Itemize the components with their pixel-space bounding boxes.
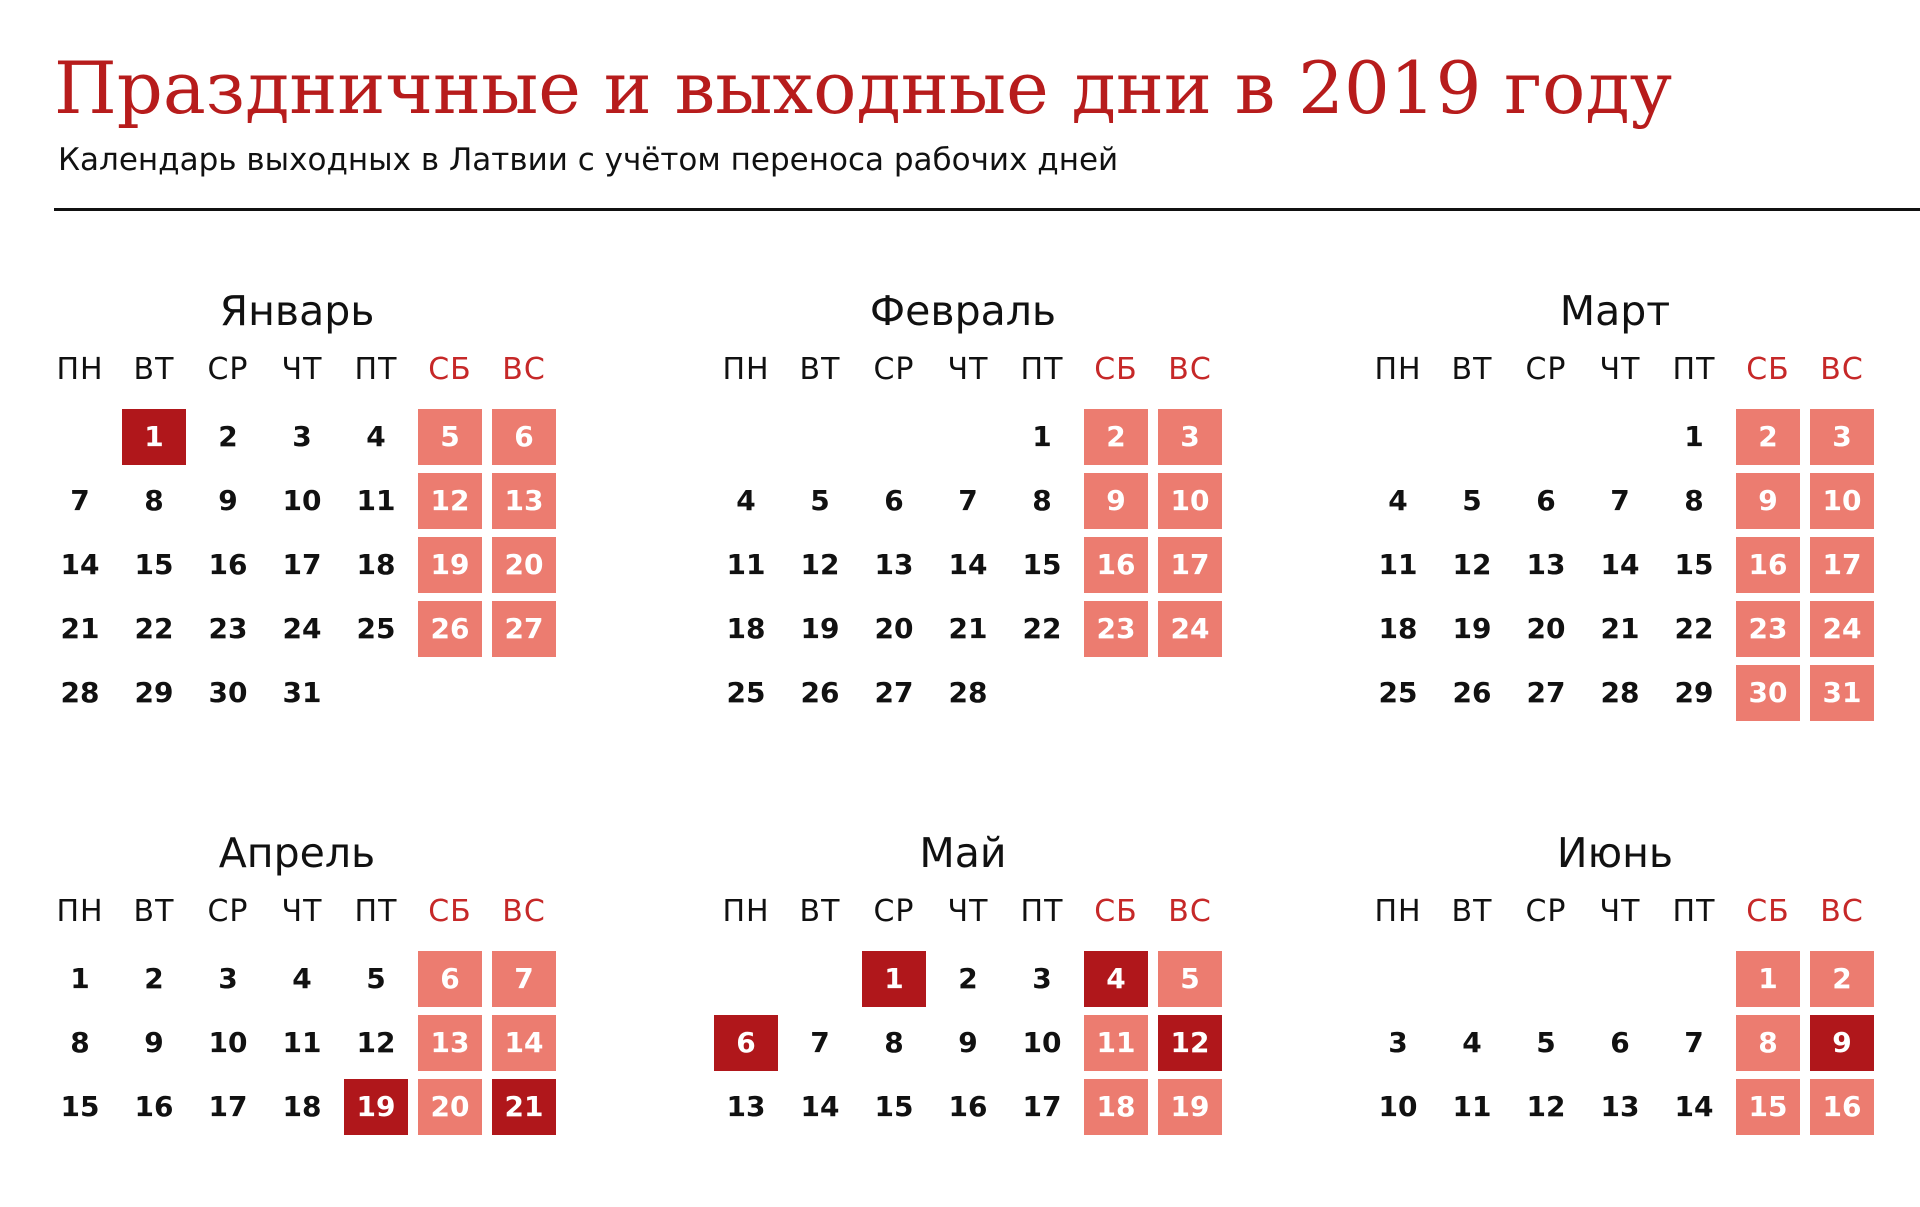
workday: 11 (1452, 1090, 1492, 1123)
title-divider (54, 208, 1920, 211)
weekday-header: ПН (722, 894, 770, 929)
month-name: Февраль (869, 287, 1057, 335)
weekday-header: ЧТ (281, 352, 323, 387)
workday: 2 (218, 420, 238, 453)
workday: 5 (1536, 1026, 1556, 1059)
weekend-day: 6 (492, 409, 556, 465)
workday: 22 (1022, 612, 1062, 645)
workday: 5 (810, 484, 830, 517)
weekend-day: 30 (1736, 665, 1800, 721)
month-name: Март (1559, 287, 1671, 335)
weekend-day: 10 (1810, 473, 1874, 529)
weekday-header: ПТ (1672, 352, 1716, 387)
weekend-day: 6 (418, 951, 482, 1007)
workday: 4 (292, 962, 312, 995)
weekend-day: 13 (418, 1015, 482, 1071)
weekday-header: ЧТ (281, 894, 323, 929)
workday: 26 (1452, 676, 1492, 709)
weekday-header: СБ (1094, 352, 1138, 387)
weekend-day: 2 (1084, 409, 1148, 465)
month-calendar (1365, 285, 1865, 709)
workday: 11 (726, 548, 766, 581)
workday: 2 (144, 962, 164, 995)
holiday-day: 1 (862, 951, 926, 1007)
workday: 19 (1452, 612, 1492, 645)
weekend-day: 16 (1084, 537, 1148, 593)
workday: 17 (1022, 1090, 1062, 1123)
workday: 14 (948, 548, 988, 581)
workday: 3 (218, 962, 238, 995)
workday: 31 (282, 676, 322, 709)
workday: 11 (282, 1026, 322, 1059)
workday: 30 (208, 676, 248, 709)
weekday-header: ВТ (799, 894, 841, 929)
workday: 7 (958, 484, 978, 517)
workday: 10 (1378, 1090, 1418, 1123)
workday: 4 (366, 420, 386, 453)
weekend-day: 7 (492, 951, 556, 1007)
weekend-day: 24 (1810, 601, 1874, 657)
workday: 9 (218, 484, 238, 517)
workday: 4 (1388, 484, 1408, 517)
weekday-header: ВС (1168, 352, 1212, 387)
page-subtitle: Календарь выходных в Латвии с учётом переноса рабочих дней (58, 142, 1119, 178)
workday: 1 (1684, 420, 1704, 453)
weekday-header: ПТ (1672, 894, 1716, 929)
weekend-day: 17 (1158, 537, 1222, 593)
weekday-header: СБ (1746, 352, 1790, 387)
weekday-header: ПТ (354, 894, 398, 929)
workday: 28 (60, 676, 100, 709)
weekend-day: 2 (1810, 951, 1874, 1007)
weekday-header: СР (1525, 352, 1567, 387)
workday: 24 (282, 612, 322, 645)
weekday-header: ПТ (1020, 352, 1064, 387)
weekend-day: 8 (1736, 1015, 1800, 1071)
weekday-header: ПТ (354, 352, 398, 387)
workday: 21 (60, 612, 100, 645)
workday: 22 (1674, 612, 1714, 645)
workday: 2 (958, 962, 978, 995)
weekday-header: СР (207, 352, 249, 387)
workday: 5 (1462, 484, 1482, 517)
workday: 18 (1378, 612, 1418, 645)
holiday-day: 1 (122, 409, 186, 465)
weekend-day: 19 (418, 537, 482, 593)
workday: 6 (1536, 484, 1556, 517)
workday: 18 (726, 612, 766, 645)
month-name: Апрель (218, 829, 376, 877)
workday: 25 (1378, 676, 1418, 709)
workday: 12 (1452, 548, 1492, 581)
weekday-header: СР (207, 894, 249, 929)
workday: 16 (208, 548, 248, 581)
weekend-day: 18 (1084, 1079, 1148, 1135)
workday: 13 (1526, 548, 1566, 581)
weekend-day: 2 (1736, 409, 1800, 465)
workday: 27 (1526, 676, 1566, 709)
workday: 7 (1684, 1026, 1704, 1059)
weekend-day: 20 (492, 537, 556, 593)
workday: 20 (874, 612, 914, 645)
weekday-header: ВТ (799, 352, 841, 387)
weekday-header: ВС (1820, 352, 1864, 387)
workday: 23 (208, 612, 248, 645)
holiday-day: 6 (714, 1015, 778, 1071)
weekday-header: ПН (722, 352, 770, 387)
workday: 11 (1378, 548, 1418, 581)
weekend-day: 3 (1158, 409, 1222, 465)
weekday-header: ВС (502, 894, 546, 929)
weekday-header: ВТ (1451, 894, 1493, 929)
weekend-day: 9 (1736, 473, 1800, 529)
workday: 8 (70, 1026, 90, 1059)
workday: 8 (1032, 484, 1052, 517)
workday: 8 (884, 1026, 904, 1059)
month-name: Январь (219, 287, 375, 335)
workday: 13 (1600, 1090, 1640, 1123)
workday: 3 (292, 420, 312, 453)
weekend-day: 13 (492, 473, 556, 529)
workday: 1 (70, 962, 90, 995)
weekday-header: СР (873, 352, 915, 387)
workday: 14 (60, 548, 100, 581)
workday: 11 (356, 484, 396, 517)
workday: 14 (1674, 1090, 1714, 1123)
workday: 15 (1674, 548, 1714, 581)
workday: 9 (958, 1026, 978, 1059)
weekday-header: ЧТ (1599, 352, 1641, 387)
month-name: Июнь (1556, 829, 1674, 877)
workday: 12 (800, 548, 840, 581)
weekday-header: СБ (428, 352, 472, 387)
weekday-header: ВТ (133, 894, 175, 929)
weekday-header: СБ (1094, 894, 1138, 929)
weekend-day: 20 (418, 1079, 482, 1135)
month-name: Май (919, 829, 1007, 877)
weekday-header: ПН (1374, 894, 1422, 929)
weekday-header: ЧТ (1599, 894, 1641, 929)
weekend-day: 26 (418, 601, 482, 657)
weekend-day: 9 (1084, 473, 1148, 529)
workday: 20 (1526, 612, 1566, 645)
workday: 7 (810, 1026, 830, 1059)
weekday-header: ВТ (1451, 352, 1493, 387)
workday: 3 (1032, 962, 1052, 995)
weekend-day: 31 (1810, 665, 1874, 721)
weekday-header: ПН (56, 352, 104, 387)
workday: 10 (1022, 1026, 1062, 1059)
workday: 18 (356, 548, 396, 581)
weekend-day: 10 (1158, 473, 1222, 529)
workday: 15 (874, 1090, 914, 1123)
holiday-day: 4 (1084, 951, 1148, 1007)
weekend-day: 27 (492, 601, 556, 657)
weekend-day: 3 (1810, 409, 1874, 465)
workday: 7 (1610, 484, 1630, 517)
workday: 10 (282, 484, 322, 517)
workday: 13 (874, 548, 914, 581)
workday: 17 (282, 548, 322, 581)
weekend-day: 11 (1084, 1015, 1148, 1071)
weekday-header: ПТ (1020, 894, 1064, 929)
weekday-header: ВС (1820, 894, 1864, 929)
workday: 18 (282, 1090, 322, 1123)
workday: 28 (1600, 676, 1640, 709)
weekday-header: ПН (56, 894, 104, 929)
workday: 13 (726, 1090, 766, 1123)
weekday-header: ВС (502, 352, 546, 387)
workday: 19 (800, 612, 840, 645)
holiday-day: 19 (344, 1079, 408, 1135)
weekday-header: СР (873, 894, 915, 929)
workday: 12 (1526, 1090, 1566, 1123)
workday: 27 (874, 676, 914, 709)
holiday-day: 21 (492, 1079, 556, 1135)
workday: 21 (948, 612, 988, 645)
workday: 8 (1684, 484, 1704, 517)
workday: 21 (1600, 612, 1640, 645)
workday: 5 (366, 962, 386, 995)
workday: 1 (1032, 420, 1052, 453)
weekend-day: 16 (1810, 1079, 1874, 1135)
month-calendar (47, 827, 547, 1207)
workday: 14 (1600, 548, 1640, 581)
workday: 15 (134, 548, 174, 581)
weekend-day: 1 (1736, 951, 1800, 1007)
workday: 26 (800, 676, 840, 709)
workday: 6 (884, 484, 904, 517)
weekday-header: СР (1525, 894, 1567, 929)
workday: 7 (70, 484, 90, 517)
month-calendar (1365, 827, 1865, 1207)
workday: 15 (1022, 548, 1062, 581)
weekend-day: 12 (418, 473, 482, 529)
weekday-header: ВС (1168, 894, 1212, 929)
weekday-header: ВТ (133, 352, 175, 387)
page-title: Праздничные и выходные дни в 2019 году (54, 46, 1673, 130)
workday: 6 (1610, 1026, 1630, 1059)
workday: 8 (144, 484, 164, 517)
workday: 12 (356, 1026, 396, 1059)
weekend-day: 5 (418, 409, 482, 465)
weekend-day: 23 (1736, 601, 1800, 657)
weekend-day: 19 (1158, 1079, 1222, 1135)
workday: 16 (948, 1090, 988, 1123)
weekend-day: 15 (1736, 1079, 1800, 1135)
workday: 3 (1388, 1026, 1408, 1059)
month-calendar (47, 285, 547, 709)
weekday-header: СБ (428, 894, 472, 929)
weekend-day: 17 (1810, 537, 1874, 593)
weekend-day: 5 (1158, 951, 1222, 1007)
weekday-header: ЧТ (947, 352, 989, 387)
weekend-day: 23 (1084, 601, 1148, 657)
weekend-day: 16 (1736, 537, 1800, 593)
workday: 17 (208, 1090, 248, 1123)
workday: 29 (134, 676, 174, 709)
holiday-day: 9 (1810, 1015, 1874, 1071)
weekday-header: ПН (1374, 352, 1422, 387)
workday: 25 (726, 676, 766, 709)
workday: 29 (1674, 676, 1714, 709)
workday: 4 (736, 484, 756, 517)
workday: 22 (134, 612, 174, 645)
weekday-header: СБ (1746, 894, 1790, 929)
workday: 25 (356, 612, 396, 645)
workday: 16 (134, 1090, 174, 1123)
month-calendar (713, 827, 1213, 1207)
weekend-day: 14 (492, 1015, 556, 1071)
holiday-day: 12 (1158, 1015, 1222, 1071)
weekend-day: 24 (1158, 601, 1222, 657)
workday: 10 (208, 1026, 248, 1059)
workday: 14 (800, 1090, 840, 1123)
workday: 28 (948, 676, 988, 709)
month-calendar (713, 285, 1213, 709)
weekday-header: ЧТ (947, 894, 989, 929)
workday: 15 (60, 1090, 100, 1123)
workday: 4 (1462, 1026, 1482, 1059)
workday: 9 (144, 1026, 164, 1059)
